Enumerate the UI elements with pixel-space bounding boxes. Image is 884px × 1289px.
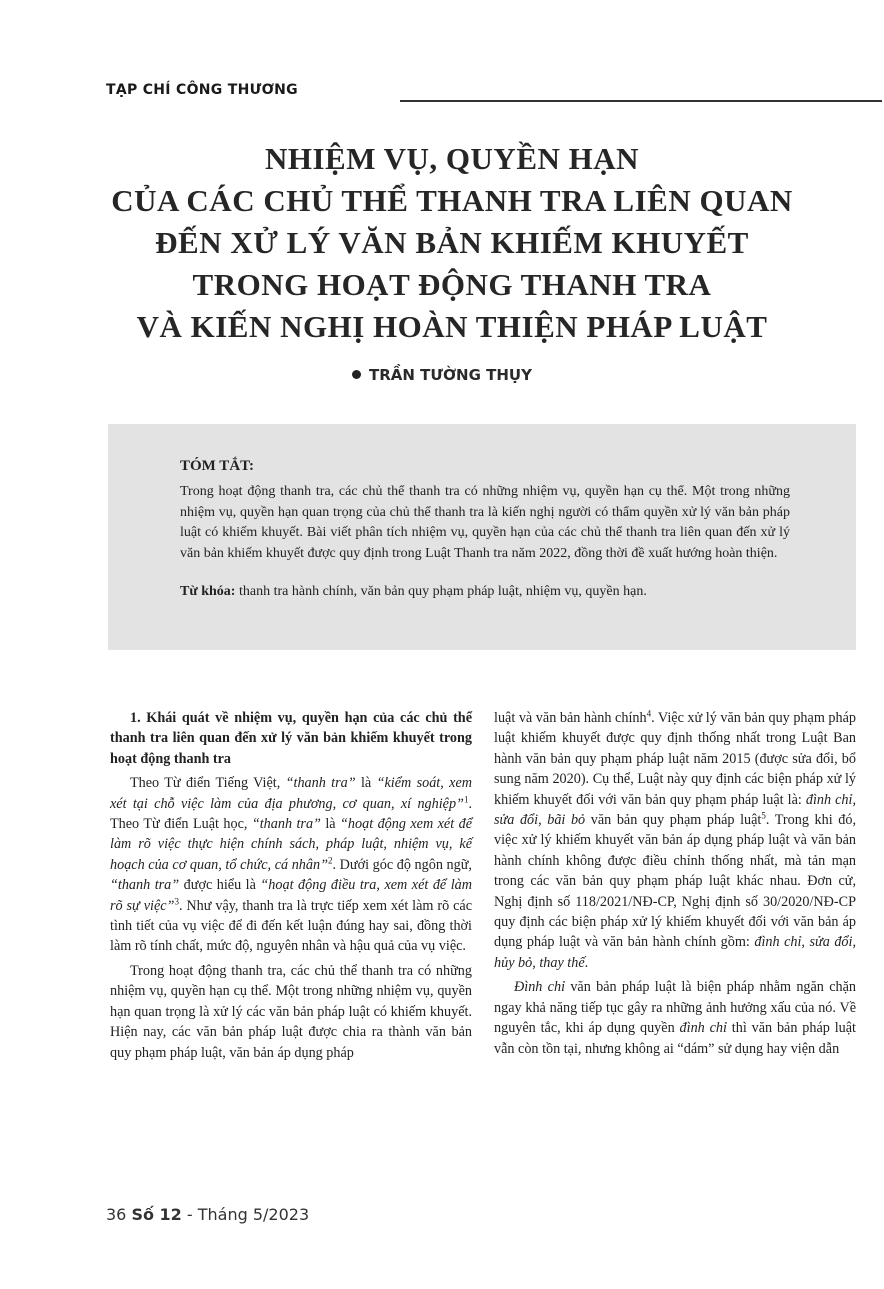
paragraph: luật và văn bản hành chính$^4$. Việc xử lý văn bản quy phạm pháp luật khiếm khuyết được quy định thống nhất trong Luật Ban hành văn bản quy phạm pháp luật năm 2015 (được sửa đổi, bổ sung năm 2020). Cụ thể, Luật này quy định các biện pháp xử lý khiếm khuyết đối với văn bản quy phạm pháp luật là: đình chỉ, sửa đổi, bãi bỏ văn bản quy phạm pháp luật$^5$. Trong khi đó, việc xử lý khiếm khuyết văn bản áp dụng pháp luật và văn bản hành chính không được điều chỉnh thống nhất, mà tản mạn trong các văn bản quy phạm pháp luật khác nhau. Đơn cử, Nghị định số 118/2021/NĐ-CP, Nghị định số 30/2020/NĐ-CP quy định các biện pháp xử lý khiếm khuyết đối với văn bản áp dụng pháp luật và văn bản hành chính gồm: đình chỉ, sửa đổi, hủy bỏ, thay thế.	[494, 708, 857, 971]
author-line	[0, 366, 884, 384]
paragraph: Theo Từ điển Tiếng Việt, “thanh tra” là “kiểm soát, xem xét tại chỗ việc làm của địa phương, cơ quan, xí nghiệp”$^1$. Theo Từ điển Luật học, “thanh tra” là “hoạt động xem xét để làm rõ việc thực hiện chính sách, pháp luật, nhiệm vụ, kế hoạch của cơ quan, tổ chức, cá nhân”$^2$. Dưới góc độ ngôn ngữ, “thanh tra” được hiểu là “hoạt động điều tra, xem xét để làm rõ sự việc”$^3$. Như vậy, thanh tra là trực tiếp xem xét làm rõ các tình tiết của vụ việc để đi đến kết luận đúng hay sai, đồng thời làm rõ tính chất, mức độ, nguyên nhân và hậu quả của vụ việc.	[110, 775, 472, 955]
bullet-icon	[352, 370, 361, 379]
paragraph: Đình chỉ văn bản pháp luật là biện pháp nhằm ngăn chặn ngay khả năng tiếp tục gây ra những ảnh hưởng xấu của nó. Về nguyên tắc, khi áp dụng quyền đình chỉ thì văn bản pháp luật vẫn còn tồn tại, nhưng không ai “dám” sử dụng hay viện dẫn	[494, 979, 856, 1057]
section-heading: 1. Khái quát về nhiệm vụ, quyền hạn của các chủ thể thanh tra liên quan đến xử lý văn bản khiếm khuyết trong hoạt động thanh tra	[110, 710, 472, 767]
title-line: NHIỆM VỤ, QUYỀN HẠN	[264, 141, 640, 176]
page-footer	[106, 1205, 309, 1224]
abstract-text: Trong hoạt động thanh tra, các chủ thể thanh tra có những nhiệm vụ, quyền hạn cụ thể. Một trong những nhiệm vụ, quyền hạn quan trọng của chủ thể thanh tra là kiến nghị người có thẩm quyền xử lý văn bản pháp luật có khiếm khuyết. Bài viết phân tích nhiệm vụ, quyền hạn của các chủ thể thanh tra liên quan đến xử lý văn bản khiếm khuyết được quy định trong Luật Thanh tra năm 2022, đồng thời đề xuất hướng hoàn thiện.	[180, 484, 790, 561]
abstract-label: TÓM TẮT:	[180, 458, 255, 474]
title-line: ĐẾN XỬ LÝ VĂN BẢN KHIẾM KHUYẾT	[155, 225, 749, 260]
title-line: TRONG HOẠT ĐỘNG THANH TRA	[192, 267, 712, 302]
issue-number: Số 12	[131, 1205, 182, 1224]
article-title	[60, 138, 844, 348]
left-column	[110, 708, 472, 1067]
author-name: TRẦN TƯỜNG THỤY	[369, 366, 532, 384]
keywords	[180, 582, 790, 602]
issue-date: - Tháng 5/2023	[181, 1205, 310, 1224]
page-number: 36	[106, 1205, 127, 1224]
right-column	[494, 708, 856, 1063]
paragraph: Trong hoạt động thanh tra, các chủ thể thanh tra có những nhiệm vụ, quyền hạn cụ thể. Một trong những nhiệm vụ, quyền hạn quan trọng là xử lý các văn bản pháp luật có khiếm khuyết. Hiện nay, các văn bản pháp luật được chia ra thành văn bản quy phạm pháp luật, văn bản áp dụng pháp	[110, 962, 472, 1061]
keywords-label: Từ khóa:	[180, 584, 236, 599]
keywords-text: thanh tra hành chính, văn bản quy phạm pháp luật, nhiệm vụ, quyền hạn.	[235, 584, 647, 599]
journal-name: TẠP CHÍ CÔNG THƯƠNG	[106, 82, 298, 98]
header-rule	[400, 100, 882, 102]
title-line: CỦA CÁC CHỦ THỂ THANH TRA LIÊN QUAN	[111, 183, 793, 218]
abstract-box	[108, 424, 856, 650]
title-line: VÀ KIẾN NGHỊ HOÀN THIỆN PHÁP LUẬT	[136, 309, 768, 344]
